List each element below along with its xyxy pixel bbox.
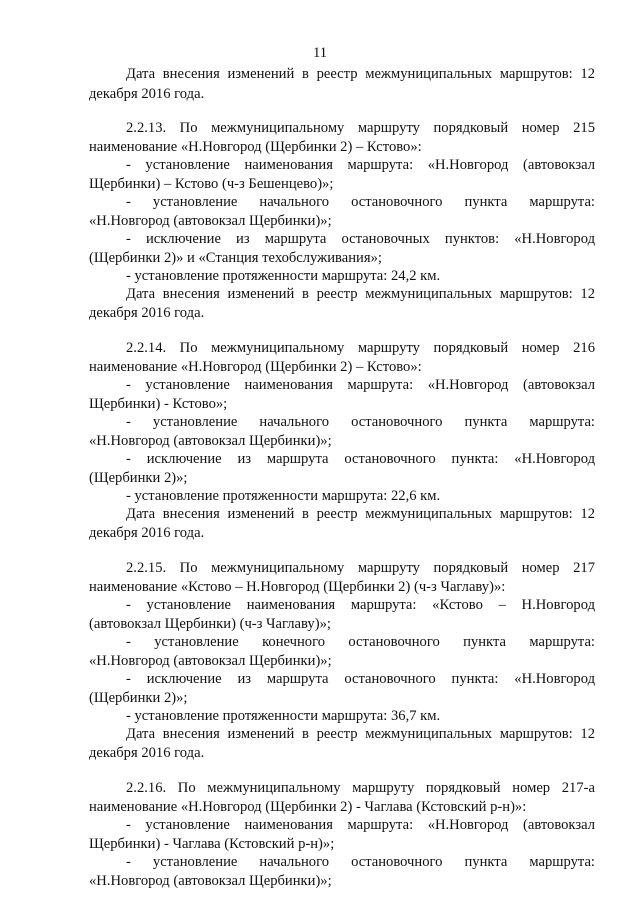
text-line: - исключение из маршрута остановочного пункта: «Н.Новгород (126, 451, 595, 467)
text-line: Дата внесения изменений в реестр межмуниципальных маршрутов: 12 (126, 506, 595, 522)
text-line: (автовокзал Щербинки) (ч-з Чаглаву)»; (89, 616, 331, 632)
text-line: - установление начального остановочного пункта маршрута: (126, 194, 595, 210)
text-line: наименование «Кстово – Н.Новгород (Щербинки 2) (ч-з Чаглаву)»: (89, 579, 506, 595)
text-line: Дата внесения изменений в реестр межмуниципальных маршрутов: 12 (126, 726, 595, 742)
text-line: декабря 2016 года. (89, 745, 205, 761)
text-line: декабря 2016 года. (89, 305, 205, 321)
page-number: 11 (312, 45, 328, 61)
text-line: - установление протяженности маршрута: 22,6 км. (126, 488, 441, 504)
text-line: наименование «Н.Новгород (Щербинки 2) - Чаглава (Кстовский р-н)»: (89, 799, 527, 815)
text-line: Щербинки) – Кстово (ч-з Бешенцево)»; (89, 176, 334, 192)
text-line: - установление наименования маршрута: «Н.Новгород (автовокзал (126, 157, 595, 173)
text-line: 2.2.14. По межмуниципальному маршруту порядковый номер 216 (126, 340, 595, 356)
text-line: - исключение из маршрута остановочного пункта: «Н.Новгород (126, 671, 595, 687)
text-line: 2.2.16. По межмуниципальному маршруту порядковый номер 217-а (126, 780, 595, 796)
text-line: наименование «Н.Новгород (Щербинки 2) – Кстово»: (89, 139, 422, 155)
text-line: Щербинки) - Чаглава (Кстовский р-н)»; (89, 836, 335, 852)
text-line: - установление наименования маршрута: «Н.Новгород (автовокзал (126, 377, 595, 393)
text-line: «Н.Новгород (автовокзал Щербинки)»; (89, 213, 332, 229)
text-line: (Щербинки 2)» и «Станция техобслуживания»; (89, 250, 382, 266)
text-line: (Щербинки 2)»; (89, 470, 188, 486)
text-line: (Щербинки 2)»; (89, 690, 188, 706)
text-line: - установление начального остановочного пункта маршрута: (126, 414, 595, 430)
text-line: Дата внесения изменений в реестр межмуниципальных маршрутов: 12 (126, 286, 595, 302)
text-line: «Н.Новгород (автовокзал Щербинки)»; (89, 433, 332, 449)
text-line: - исключение из маршрута остановочных пунктов: «Н.Новгород (126, 231, 595, 247)
text-line: Щербинки) - Кстово»; (89, 396, 228, 412)
text-line: «Н.Новгород (автовокзал Щербинки)»; (89, 873, 332, 889)
text-line: - установление начального остановочного пункта маршрута: (126, 854, 595, 870)
text-line: декабря 2016 года. (89, 86, 205, 102)
text-line: - установление протяженности маршрута: 24,2 км. (126, 268, 441, 284)
text-line: 2.2.13. По межмуниципальному маршруту порядковый номер 215 (126, 120, 595, 136)
text-line: - установление протяженности маршрута: 36,7 км. (126, 708, 441, 724)
text-line: 2.2.15. По межмуниципальному маршруту порядковый номер 217 (126, 560, 595, 576)
text-line: - установление конечного остановочного пункта маршрута: (126, 634, 595, 650)
text-line: «Н.Новгород (автовокзал Щербинки)»; (89, 653, 332, 669)
text-line: - установление наименования маршрута: «Кстово – Н.Новгород (126, 597, 595, 613)
text-line: декабря 2016 года. (89, 525, 205, 541)
text-line: Дата внесения изменений в реестр межмуниципальных маршрутов: 12 (126, 66, 595, 82)
text-line: - установление наименования маршрута: «Н.Новгород (автовокзал (126, 817, 595, 833)
text-line: наименование «Н.Новгород (Щербинки 2) – Кстово»: (89, 359, 422, 375)
